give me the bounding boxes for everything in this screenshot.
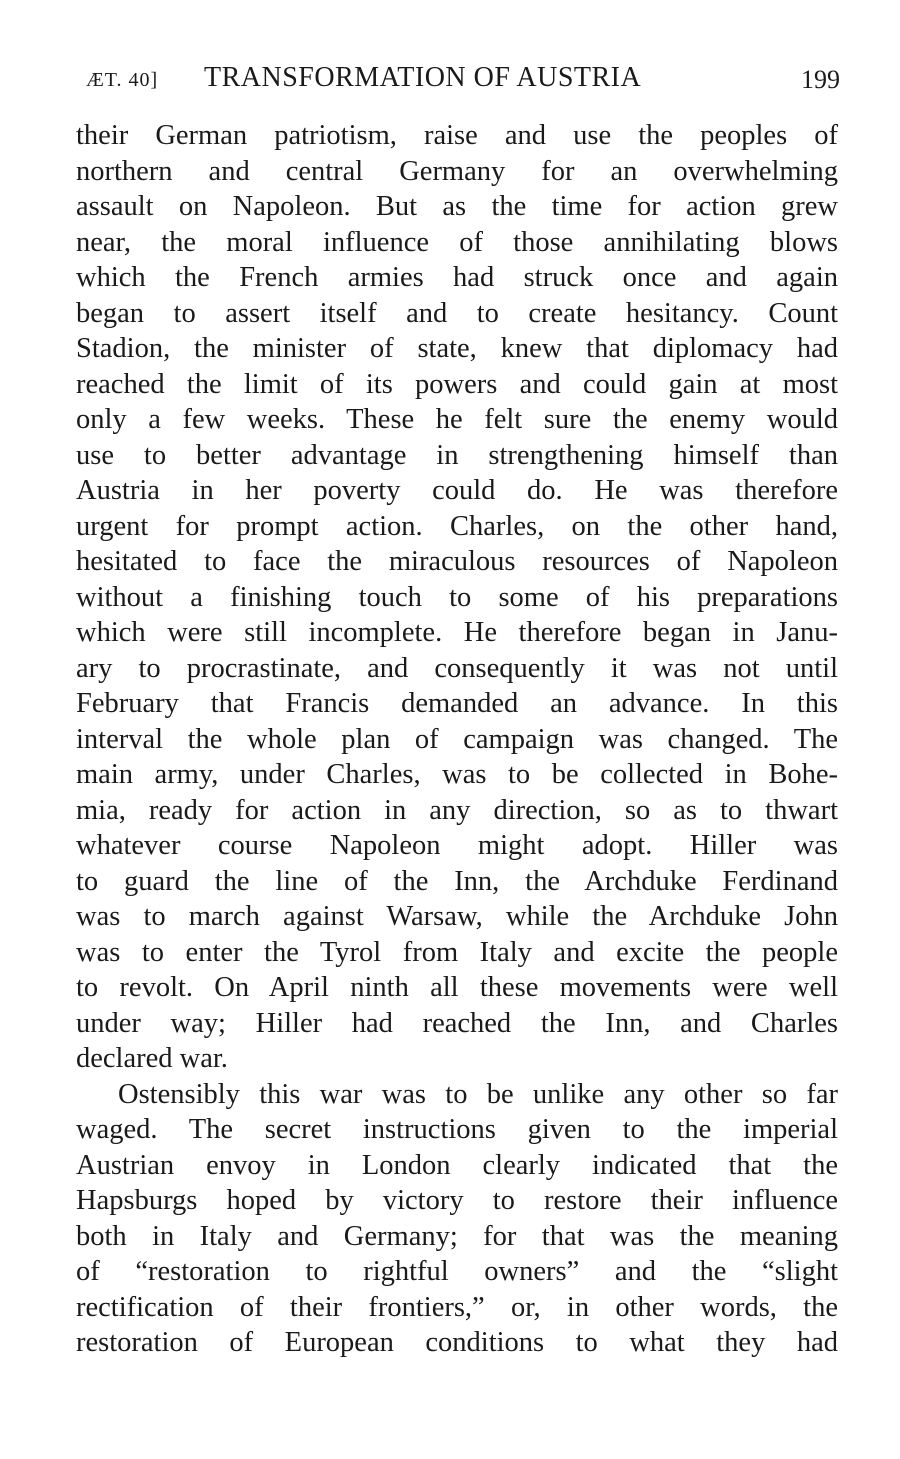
text-line: Hapsburgs hoped by victory to restore their influence: [76, 1185, 838, 1216]
text-line: without a finishing touch to some of his preparations: [76, 581, 838, 613]
text-line: which the French armies had struck once and again: [76, 262, 838, 293]
text-line: to revolt. On April ninth all these movements were well: [76, 972, 838, 1003]
text-line: declared war.: [76, 1043, 228, 1074]
text-line: February that Francis demanded an advance. In this: [76, 688, 838, 719]
text-line: whatever course Napoleon might adopt. Hiller was: [76, 830, 838, 861]
text-line: reached the limit of its powers and could gain at most: [76, 368, 838, 400]
text-line: near, the moral influence of those annihilating blows: [76, 226, 838, 258]
paragraph: [76, 118, 838, 1077]
text-line: ary to procrastinate, and consequently it was not until: [76, 652, 838, 684]
text-line: was to enter the Tyrol from Italy and excite the people: [76, 936, 838, 968]
text-line: of “restoration to rightful owners” and the “slight: [76, 1256, 838, 1287]
text-line: under way; Hiller had reached the Inn, and Charles: [76, 1007, 838, 1039]
text-line: main army, under Charles, was to be collected in Bohe-: [76, 759, 838, 790]
text-line: mia, ready for action in any direction, so as to thwart: [76, 794, 838, 826]
text-line: began to assert itself and to create hesitancy. Count: [76, 297, 838, 329]
age-marker: ÆT. 40]: [86, 69, 159, 91]
text-line: hesitated to face the miraculous resources of Napoleon: [76, 546, 838, 577]
running-header: [86, 58, 846, 98]
text-line: which were still incomplete. He therefore began in Janu-: [76, 617, 838, 648]
chapter-title: TRANSFORMATION OF AUSTRIA: [204, 62, 642, 93]
text-line: Stadion, the minister of state, knew that diplomacy had: [76, 333, 838, 364]
body-text: [76, 118, 838, 1361]
text-line: only a few weeks. These he felt sure the enemy would: [76, 404, 838, 435]
text-line: waged. The secret instructions given to the imperial: [76, 1114, 838, 1145]
text-line: Ostensibly this war was to be unlike any other so far: [118, 1078, 838, 1110]
text-line: use to better advantage in strengthening himself than: [76, 439, 838, 471]
page-number: 199: [801, 65, 840, 94]
text-line: both in Italy and Germany; for that was the meaning: [76, 1220, 838, 1252]
text-line: assault on Napoleon. But as the time for action grew: [76, 191, 838, 222]
text-line: restoration of European conditions to what they had: [76, 1327, 838, 1358]
text-line: was to march against Warsaw, while the Archduke John: [76, 901, 838, 932]
text-line: their German patriotism, raise and use the peoples of: [76, 120, 838, 151]
text-line: northern and central Germany for an overwhelming: [76, 155, 838, 187]
text-line: rectification of their frontiers,” or, in other words, the: [76, 1291, 838, 1323]
paragraph: [76, 1077, 838, 1361]
text-line: to guard the line of the Inn, the Archduke Ferdinand: [76, 865, 838, 897]
text-line: Austrian envoy in London clearly indicated that the: [76, 1149, 838, 1181]
text-line: urgent for prompt action. Charles, on the other hand,: [76, 510, 838, 542]
text-line: Austria in her poverty could do. He was therefore: [76, 475, 838, 506]
text-line: interval the whole plan of campaign was changed. The: [76, 723, 838, 755]
